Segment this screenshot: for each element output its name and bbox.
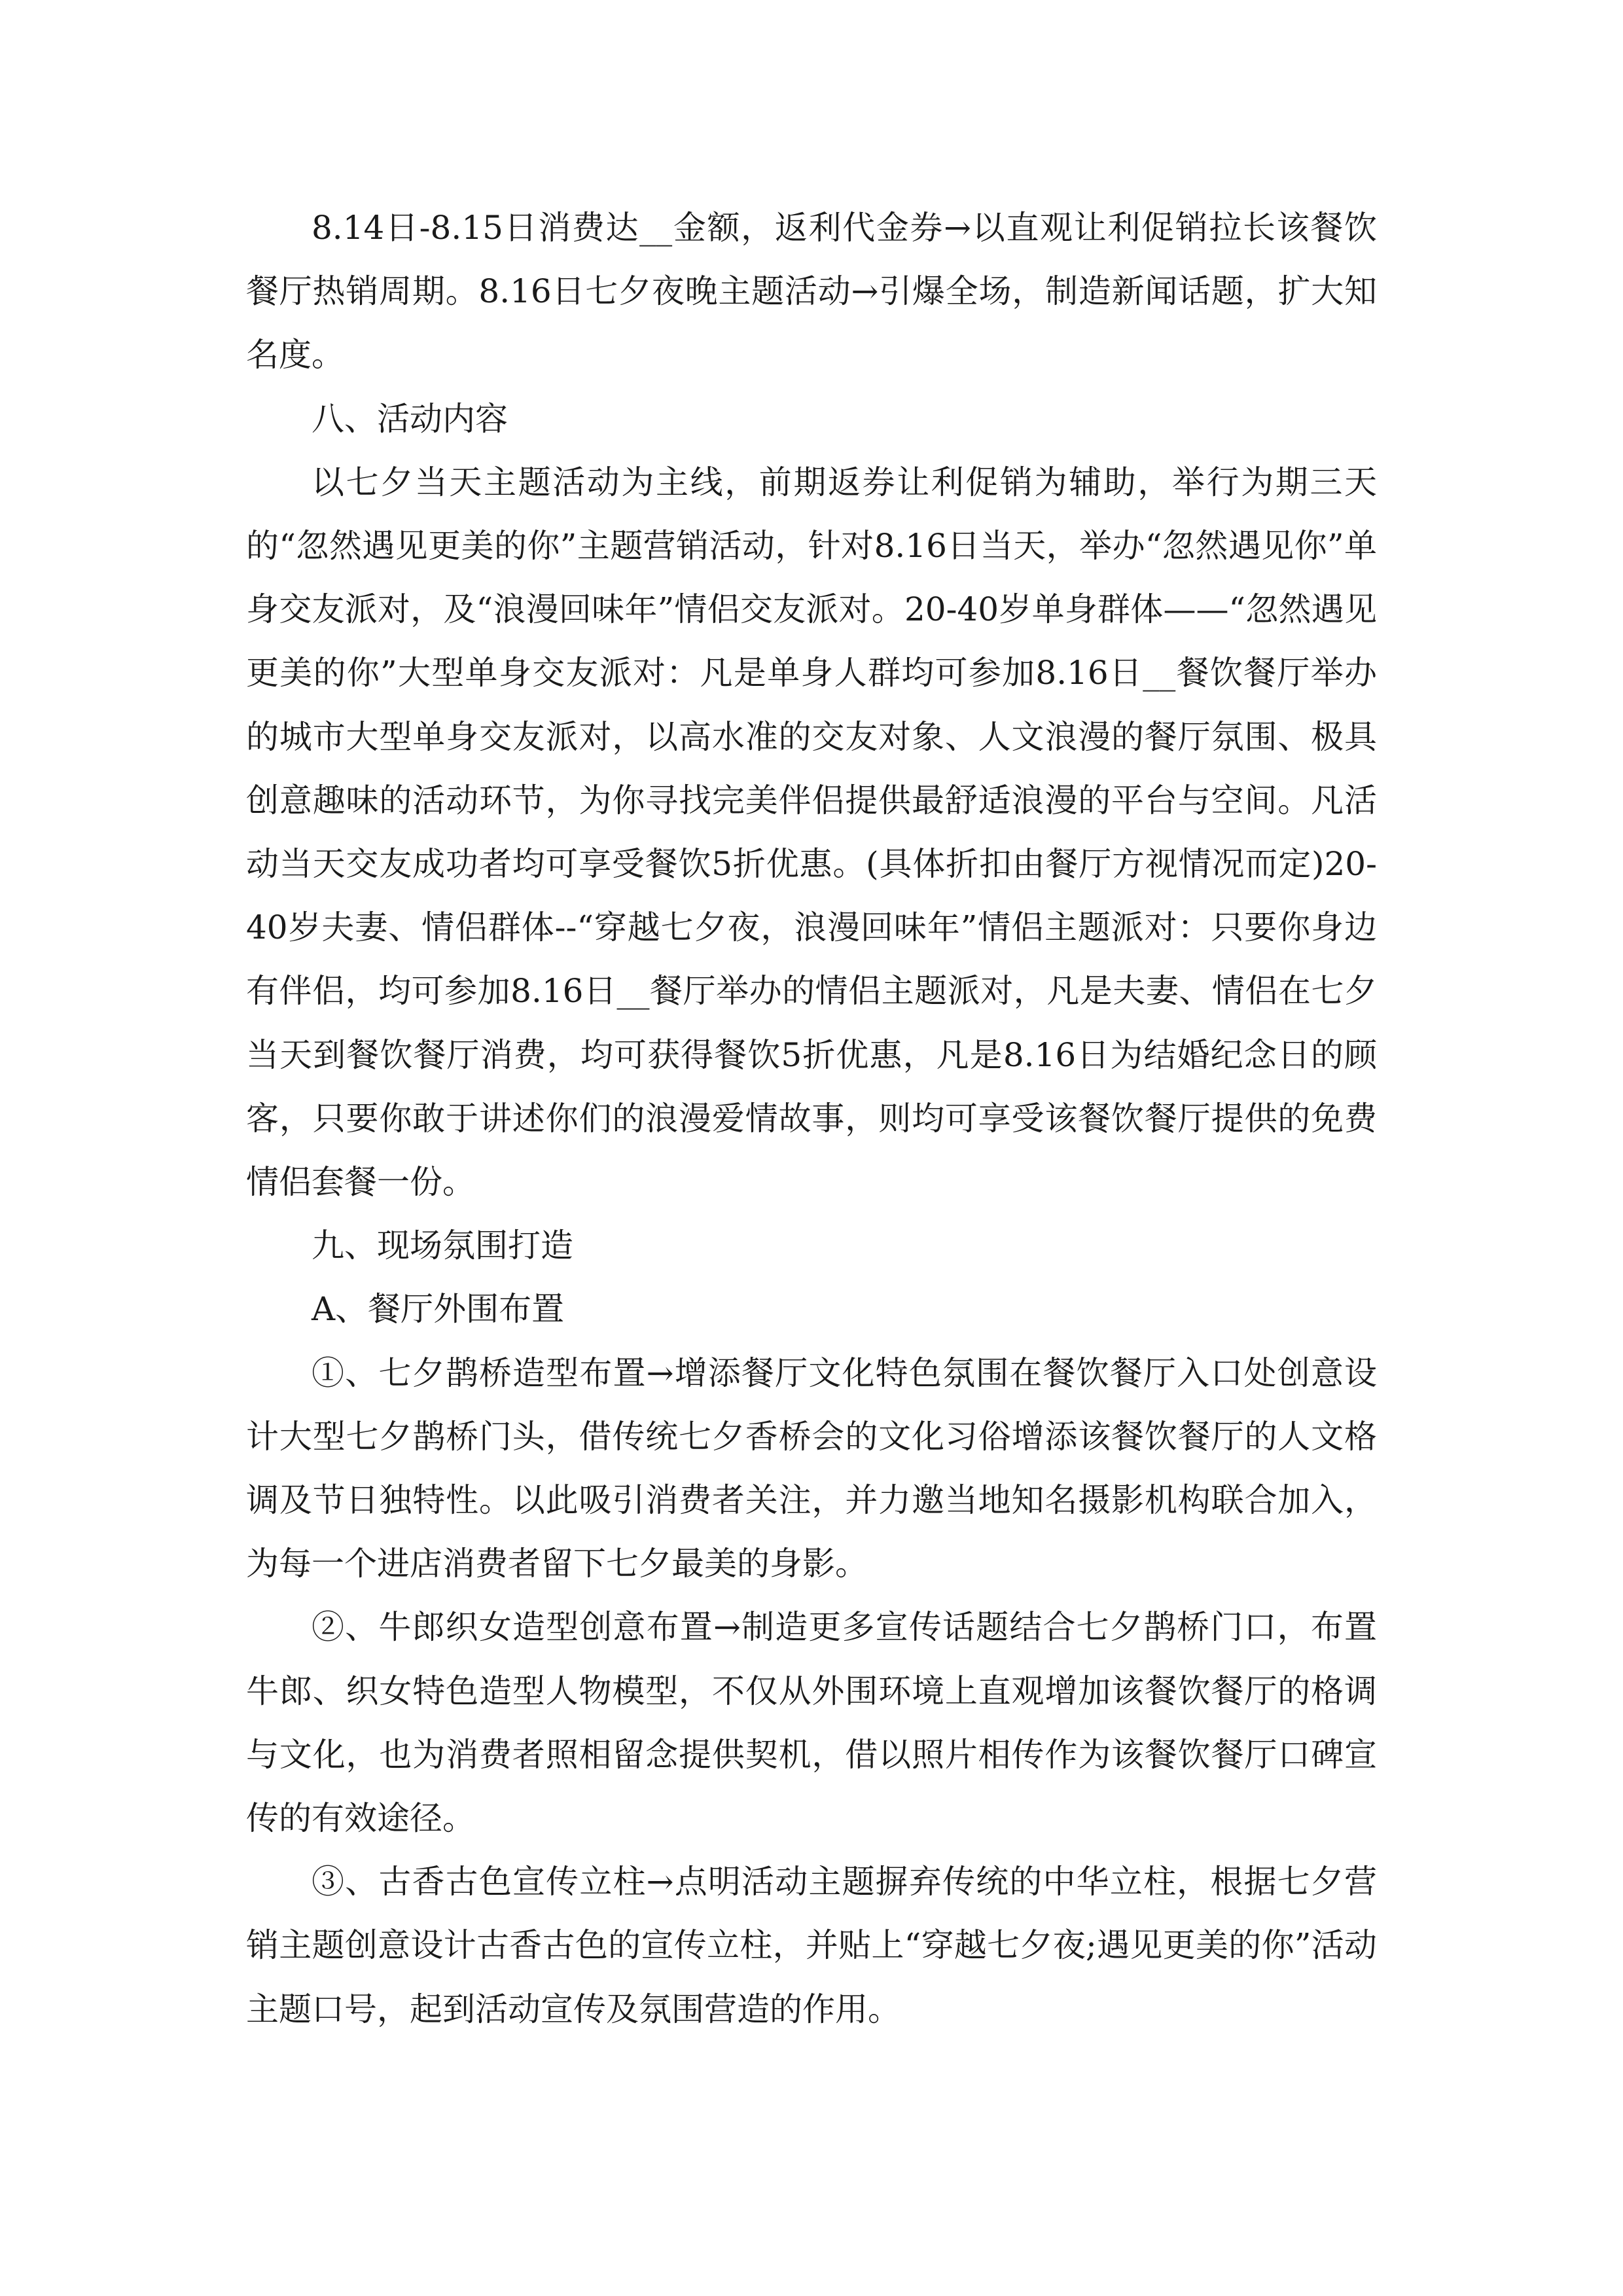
paragraph-activity-content: 以七夕当天主题活动为主线，前期返券让利促销为辅助，举行为期三天的“忽然遇见更美的你”主题营销活动，针对8.16日当天，举办“忽然遇见你”单身交友派对，及“浪漫回味年”情侣交友派对。20-40岁单身群体——“忽然遇见更美的你”大型单身交友派对：凡是单身人群均可参加8.16日__餐饮餐厅举办的城市大型单身交友派对，以高水准的交友对象、人文浪漫的餐厅氛围、极具创意趣味的活动环节，为你寻找完美伴侣提供最舒适浪漫的平台与空间。凡活动当天交友成功者均可享受餐饮5折优惠。(具体折扣由餐厅方视情况而定)20-40岁夫妻、情侣群体--“穿越七夕夜，浪漫回味年”情侣主题派对：只要你身边有伴侣，均可参加8.16日__餐厅举办的情侣主题派对，凡是夫妻、情侣在七夕当天到餐饮餐厅消费，均可获得餐饮5折优惠，凡是8.16日为结婚纪念日的顾客，只要你敢于讲述你们的浪漫爱情故事，则均可享受该餐饮餐厅提供的免费情侣套餐一份。 bbox=[246, 463, 1377, 1202]
section-heading-atmosphere: 九、现场氛围打造 bbox=[312, 1227, 573, 1265]
document-body bbox=[246, 196, 1377, 2041]
paragraph-promo-pillars: ③、古香古色宣传立柱→点明活动主题摒弃传统的中华立柱，根据七夕营销主题创意设计古香古色的宣传立柱，并贴上“穿越七夕夜;遇见更美的你”活动主题口号，起到活动宣传及氛围营造的作用。 bbox=[246, 1863, 1377, 2028]
paragraph-promotion-schedule: 8.14日-8.15日消费达__金额，返利代金券→以直观让利促销拉长该餐饮餐厅热销周期。8.16日七夕夜晚主题活动→引爆全场，制造新闻话题，扩大知名度。 bbox=[246, 209, 1377, 374]
paragraph-magpie-bridge: ①、七夕鹊桥造型布置→增添餐厅文化特色氛围在餐饮餐厅入口处创意设计大型七夕鹊桥门头，借传统七夕香桥会的文化习俗增添该餐饮餐厅的人文格调及节日独特性。以此吸引消费者关注，并力邀当地知名摄影机构联合加入，为每一个进店消费者留下七夕最美的身影。 bbox=[246, 1354, 1377, 1583]
section-heading-activity-content: 八、活动内容 bbox=[312, 399, 508, 438]
paragraph-cowherd-weaver: ②、牛郎织女造型创意布置→制造更多宣传话题结合七夕鹊桥门口，布置牛郎、织女特色造型人物模型，不仅从外围环境上直观增加该餐饮餐厅的格调与文化，也为消费者照相留念提供契机，借以照片相传作为该餐饮餐厅口碑宣传的有效途径。 bbox=[246, 1608, 1377, 1838]
subsection-heading-exterior: A、餐厅外围布置 bbox=[312, 1290, 565, 1329]
